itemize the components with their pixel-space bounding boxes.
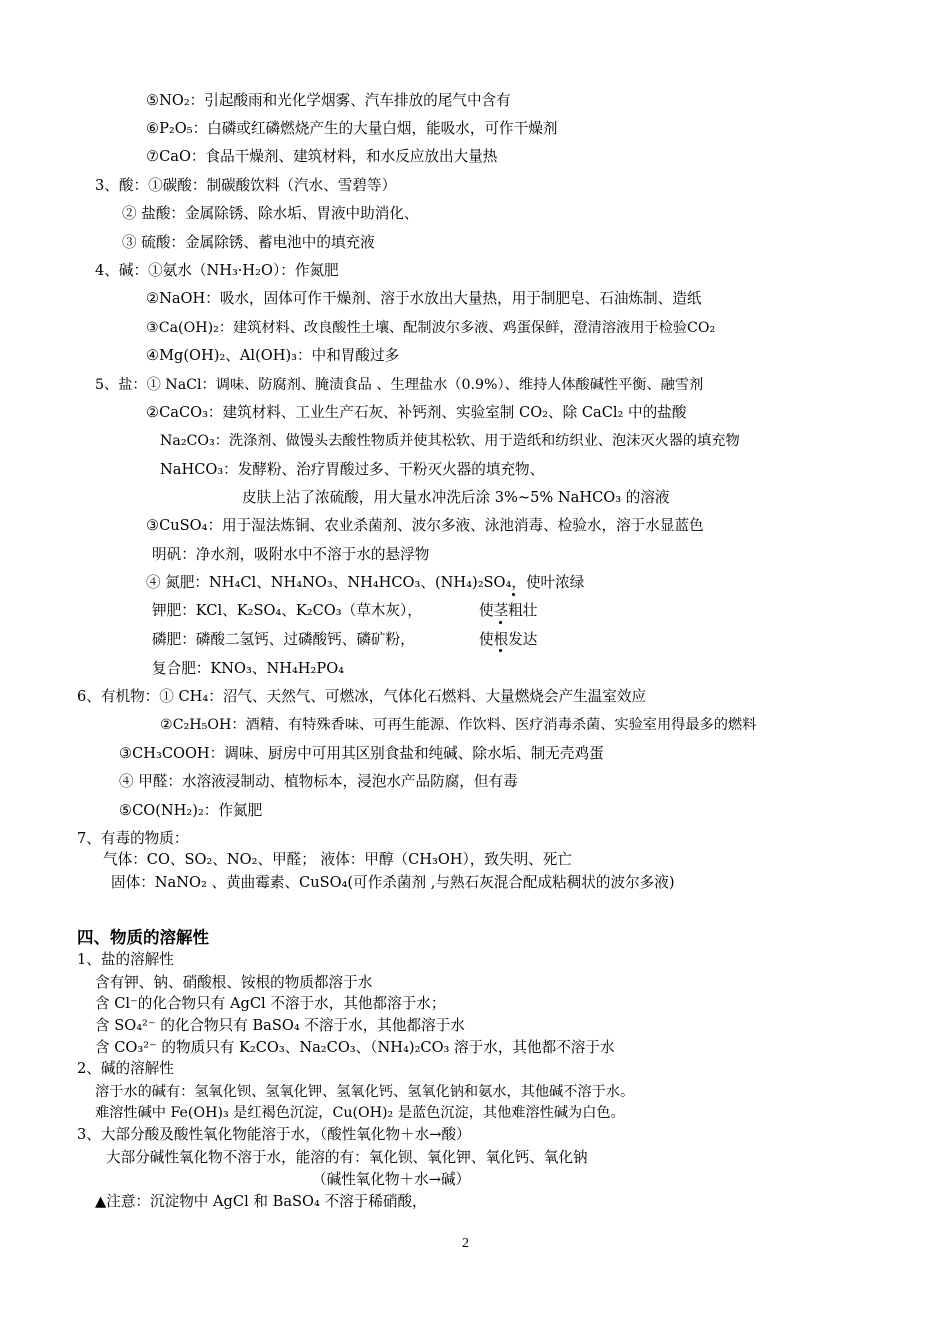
text-line: 明矾：净水剂，吸附水中不溶于水的悬浮物 [152, 546, 430, 563]
text-line: Na₂CO₃：洗涤剂、做馒头去酸性物质并使其松软、用于造纸和纺织业、泡沫灭火器的填充物 [160, 433, 740, 449]
text-line: ⑤CO(NH₂)₂：作氮肥 [119, 802, 263, 819]
text-line: （碱性氧化物＋水→碱） [312, 1171, 471, 1188]
text-line: 含 CO₃²⁻ 的物质只有 K₂CO₃、Na₂CO₃、（NH₄)₂CO₃ 溶于水，其他都不溶于水 [95, 1039, 615, 1056]
text-line: 5、盐：① NaCl：调味、防腐剂、腌渍食品 、生理盐水（0.9%）、维持人体酸碱性平衡、融雪剂 [95, 377, 704, 393]
text-line: ▲注意：沉淀物中 AgCl 和 BaSO₄ 不溶于稀硝酸， [95, 1193, 427, 1210]
emphasis-dot [512, 593, 515, 596]
text-line: 2、碱的溶解性 [77, 1060, 174, 1077]
text-line: 溶于水的碱有：氢氧化钡、氢氧化钾、氢氧化钙、氢氧化钠和氨水，其他碱不溶于水。 [95, 1084, 635, 1100]
text-line: ③ 硫酸：金属除锈、蓄电池中的填充液 [122, 234, 375, 251]
text-line: NaHCO₃：发酵粉、治疗胃酸过多、干粉灭火器的填充物、 [160, 461, 545, 478]
text-line: ④Mg(OH)₂、Al(OH)₃：中和胃酸过多 [146, 347, 400, 364]
text-line: 使根发达 [479, 631, 538, 648]
text-line: 含有钾、钠、硝酸根、铵根的物质都溶于水 [95, 974, 373, 991]
text-line: 气体：CO、SO₂、NO₂、甲醛； 液体：甲醇（CH₃OH），致失明、死亡 [103, 851, 572, 868]
text-line: 复合肥：KNO₃、NH₄H₂PO₄ [152, 660, 345, 677]
text-line: ④ 甲醛：水溶液浸制动、植物标本，浸泡水产品防腐，但有毒 [119, 773, 518, 790]
text-line: ⑦CaO：食品干燥剂、建筑材料，和水反应放出大量热 [146, 148, 498, 165]
emphasis-dot [499, 621, 502, 624]
text-line: ③CH₃COOH：调味、厨房中可用其区别食盐和纯碱、除水垢、制无壳鸡蛋 [119, 745, 604, 762]
text-line: 难溶性碱中 Fe(OH)₃ 是红褐色沉淀，Cu(OH)₂ 是蓝色沉淀，其他难溶性碱为白色。 [95, 1105, 625, 1121]
emphasis-dot [499, 649, 502, 652]
text-line: 含 Cl⁻的化合物只有 AgCl 不溶于水，其他都溶于水； [95, 995, 446, 1012]
text-line: 大部分碱性氧化物不溶于水，能溶的有：氧化钡、氧化钾、氧化钙、氧化钠 [106, 1149, 588, 1166]
section-heading: 四、物质的溶解性 [77, 928, 209, 947]
text-line: 含 SO₄²⁻ 的化合物只有 BaSO₄ 不溶于水，其他都溶于水 [95, 1017, 465, 1034]
text-line: ⑥P₂O₅：白磷或红磷燃烧产生的大量白烟，能吸水，可作干燥剂 [146, 120, 558, 137]
text-line: 1、盐的溶解性 [77, 951, 174, 968]
text-line: 6、有机物：① CH₄：沼气、天然气、可燃冰，气体化石燃料、大量燃烧会产生温室效应 [77, 688, 647, 705]
text-line: ② 盐酸：金属除锈、除水垢、胃液中助消化、 [122, 205, 419, 222]
text-line: 磷肥：磷酸二氢钙、过磷酸钙、磷矿粉， [152, 631, 415, 648]
text-line: 皮肤上沾了浓硫酸，用大量水冲洗后涂 3%~5% NaHCO₃ 的溶液 [242, 489, 670, 506]
text-line: 3、酸：①碳酸：制碳酸饮料（汽水、雪碧等） [95, 177, 397, 194]
text-line: 固体：NaNO₂ 、黄曲霉素、CuSO₄(可作杀菌剂 ,与熟石灰混合配成粘稠状的波尔多液) [111, 874, 675, 891]
text-line: 使茎粗壮 [479, 602, 538, 619]
text-line: 4、碱：①氨水（NH₃·H₂O）：作氮肥 [95, 262, 339, 279]
page-number: 2 [462, 1236, 469, 1251]
text-line: 3、大部分酸及酸性氧化物能溶于水，（酸性氧化物＋水→酸） [77, 1126, 471, 1143]
text-line: 钾肥：KCl、K₂SO₄、K₂CO₃（草木灰）， [152, 602, 422, 619]
text-line: ③Ca(OH)₂：建筑材料、改良酸性土壤、配制波尔多液、鸡蛋保鲜，澄清溶液用于检验CO₂ [146, 320, 716, 336]
text-line: ②C₂H₅OH：酒精、有特殊香味、可再生能源、作饮料、医疗消毒杀菌、实验室用得最多的燃料 [160, 717, 757, 733]
text-line: ③CuSO₄：用于湿法炼铜、农业杀菌剂、波尔多液、泳池消毒、检验水，溶于水显蓝色 [146, 517, 704, 534]
text-line: ②CaCO₃：建筑材料、工业生产石灰、补钙剂、实验室制 CO₂、除 CaCl₂ 中的盐酸 [146, 404, 687, 421]
text-line: ②NaOH：吸水，固体可作干燥剂、溶于水放出大量热，用于制肥皂、石油炼制、造纸 [146, 290, 702, 307]
text-line: ⑤NO₂：引起酸雨和光化学烟雾、汽车排放的尾气中含有 [146, 92, 511, 109]
text-line: 7、有毒的物质： [77, 830, 189, 847]
text-line: ④ 氮肥：NH₄Cl、NH₄NO₃、NH₄HCO₃、(NH₄)₂SO₄，使叶浓绿 [146, 574, 585, 591]
